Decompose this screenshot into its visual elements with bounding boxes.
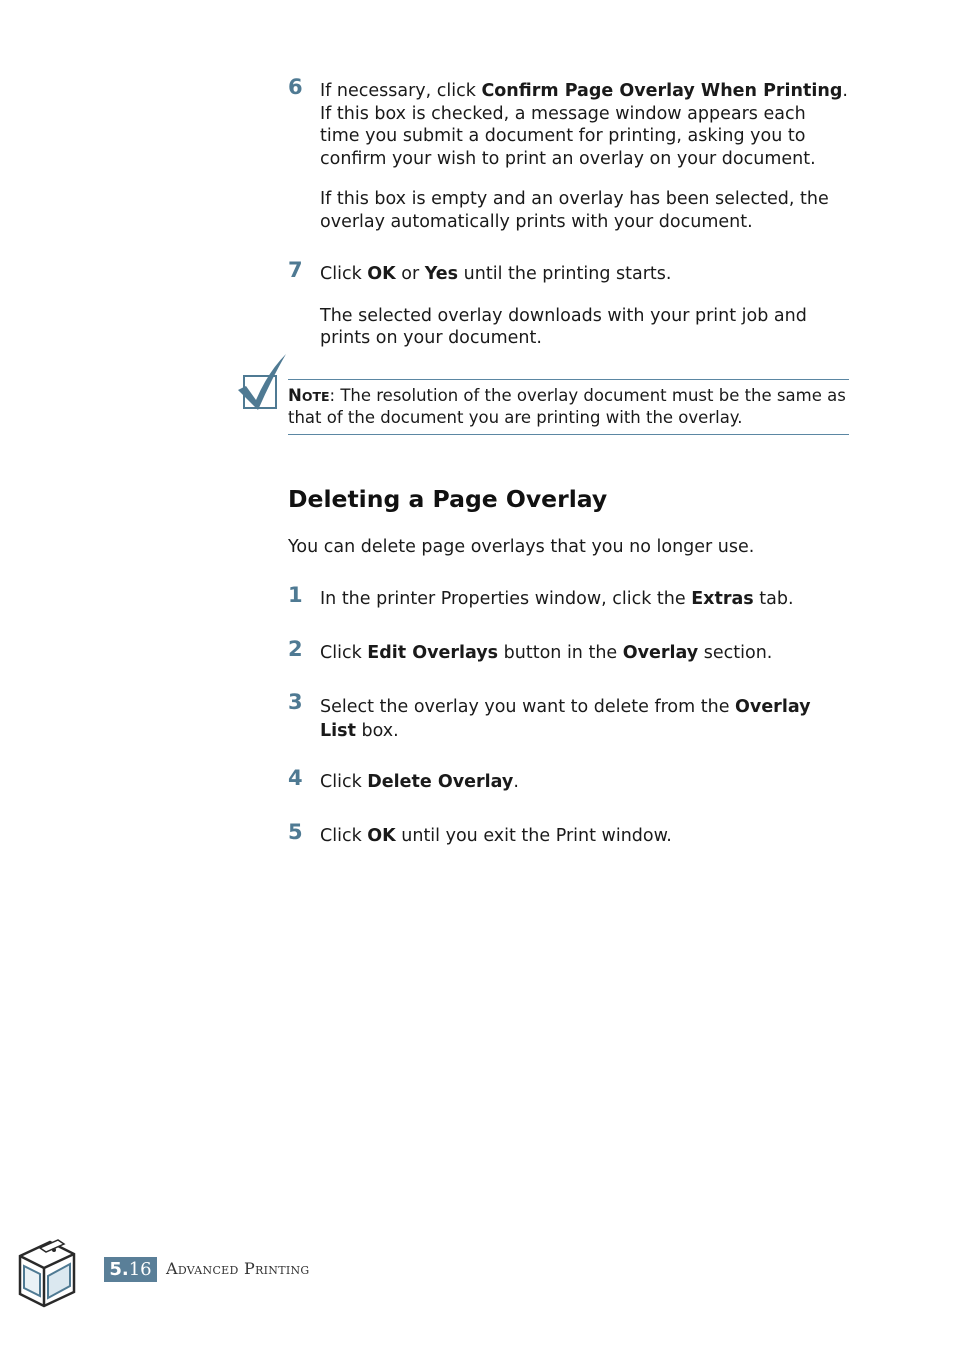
bold-ui-term: Edit Overlays (367, 643, 499, 663)
step-number: 6 (288, 75, 303, 99)
step-body (320, 695, 820, 743)
step-body (320, 825, 850, 848)
step-paragraph: Click Edit Overlays button in the Overlay section. (320, 643, 773, 663)
step-paragraph: If this box is empty and an overlay has been selected, the overlay automatically prints with your document. (320, 189, 829, 232)
step-paragraph: If necessary, click Confirm Page Overlay When Printing. If this box is checked, a message window appears each time you submit a document for printing, asking you to confirm your wish to print an overlay on your document. (320, 81, 848, 169)
note-text: : The resolution of the overlay document must be the same as that of the document you are printing with the overlay. (288, 386, 846, 427)
printer-icon (14, 1236, 78, 1308)
bold-ui-term: Yes (424, 264, 459, 284)
step-number: 7 (288, 258, 303, 282)
step-number: 5 (288, 820, 303, 844)
step-paragraph: In the printer Properties window, click the Extras tab. (320, 589, 794, 609)
note-label: NOTE (288, 386, 330, 405)
step-number: 1 (288, 583, 303, 607)
bold-ui-term: Extras (691, 589, 754, 609)
step-body (320, 771, 850, 794)
step-paragraph: Click Delete Overlay. (320, 772, 519, 792)
bold-ui-term: OK (367, 264, 396, 284)
page-number-badge (104, 1257, 157, 1282)
step-body (320, 642, 850, 665)
bold-ui-term: Delete Overlay (367, 772, 514, 792)
step-paragraph: Select the overlay you want to delete from the Overlay List box. (320, 697, 811, 741)
step-body (320, 263, 850, 350)
step-number: 3 (288, 690, 303, 714)
step-paragraph: Click OK or Yes until the printing starts. (320, 264, 672, 284)
section-heading: Deleting a Page Overlay (288, 485, 608, 513)
step-number: 2 (288, 637, 303, 661)
step-body (320, 588, 850, 611)
step-body (320, 80, 850, 233)
bold-ui-term: Confirm Page Overlay When Printing (481, 81, 843, 101)
page-number: 16 (128, 1259, 152, 1280)
step-paragraph: The selected overlay downloads with your print job and prints on your document. (320, 305, 807, 348)
bold-ui-term: OK (367, 826, 396, 846)
bold-ui-term: Overlay List (320, 697, 811, 741)
footer-section-title: Advanced Printing (166, 1259, 310, 1278)
step-number: 4 (288, 766, 303, 790)
note-box (288, 379, 849, 435)
bold-ui-term: Overlay (622, 643, 699, 663)
section-intro: You can delete page overlays that you no longer use. (288, 537, 755, 557)
checkmark-note-icon (236, 352, 288, 414)
step-paragraph: Click OK until you exit the Print window. (320, 826, 672, 846)
chapter-number: 5. (109, 1259, 129, 1280)
